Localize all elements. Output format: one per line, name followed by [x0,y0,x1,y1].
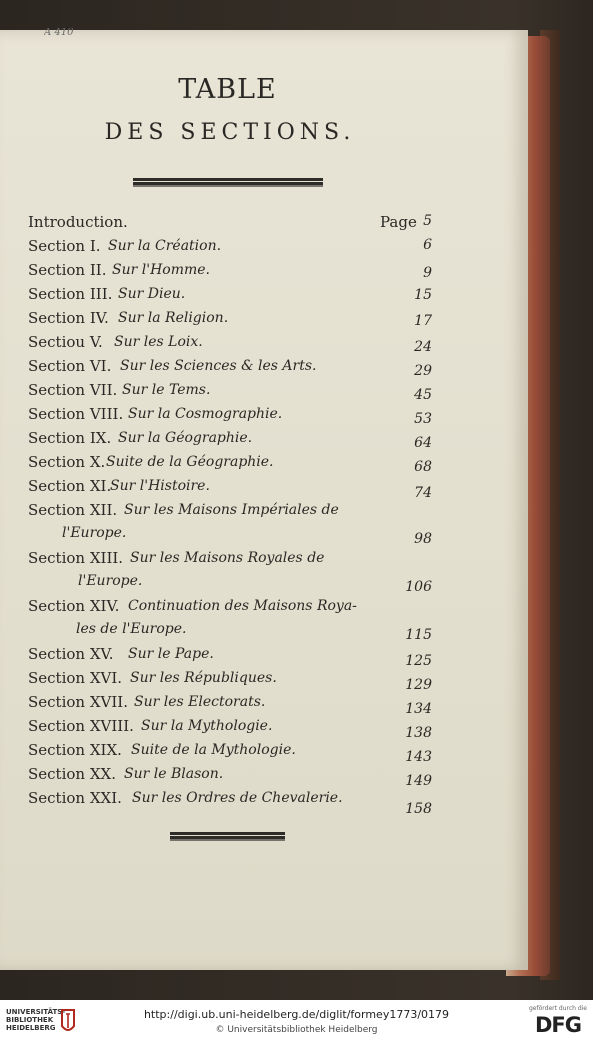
toc-section-label: Sectiou V. [28,333,103,351]
toc-section-title: Sur l'Homme. [112,262,210,278]
funding-label: gefördert durch die [529,1005,587,1012]
toc-section-title: Continuation des Maisons Roya- [128,598,357,614]
toc-section-label: Section II. [28,261,107,279]
toc-page-number: 29 [414,363,432,379]
toc-section-title: Sur le Blason. [124,766,224,782]
toc-section-label: Section XXI. [28,789,122,807]
toc-section-label: Section XV. [28,645,114,663]
page-title: TABLE [178,74,277,105]
toc-section-title: Sur l'Histoire. [110,478,210,494]
toc-page-number: 68 [414,459,432,475]
toc-section-title-continuation: les de l'Europe. [76,621,187,637]
page-subtitle: DES SECTIONS. [104,120,356,145]
toc-section-label: Section VII. [28,381,118,399]
toc-section-title: Sur la Mythologie. [141,718,273,734]
toc-page-number: 106 [405,579,432,595]
toc-section-title-continuation: l'Europe. [62,525,127,541]
toc-page-number: 6 [423,237,432,253]
toc-section-title: Sur le Pape. [128,646,214,662]
toc-page-number: 15 [414,287,432,303]
toc-section-label: Section III. [28,285,113,303]
toc-page-number: 64 [414,435,432,451]
toc-section-label: Section XIV. [28,597,120,615]
top-shelf-mark: A 410 [44,28,74,38]
copyright-notice: © Universitätsbibliothek Heidelberg [215,1025,378,1035]
toc-page-number: 24 [414,339,432,355]
permalink-url[interactable]: http://digi.ub.uni-heidelberg.de/diglit/formey1773/0179 [143,1008,450,1021]
toc-section-title: Sur la Géographie. [118,430,253,446]
toc-section-title-continuation: l'Europe. [78,573,143,589]
toc-page-number: 74 [414,485,432,501]
toc-section-label: Section XIX. [28,741,122,759]
toc-section-title: Sur les Sciences & les Arts. [120,358,317,374]
toc-section-label: Section XIII. [28,549,124,567]
toc-page-number: 125 [405,653,432,669]
toc-section-label: Section VIII. [28,405,124,423]
toc-section-title: Sur le Tems. [122,382,211,398]
toc-page-number: 158 [405,801,432,817]
toc-section-label: Section XVIII. [28,717,134,735]
dfg-logo: DFG [534,1013,581,1037]
library-logo-text: UNIVERSITÄTS- BIBLIOTHEK HEIDELBERG [6,1008,66,1032]
toc-section-title: Sur les Electorats. [134,694,266,710]
toc-section-title: Suite de la Mythologie. [131,742,296,758]
toc-section-title: Sur Dieu. [118,286,186,302]
toc-section-title: Sur la Création. [108,238,222,254]
toc-section-title: Sur les Ordres de Chevalerie. [132,790,343,806]
footer-bar [0,1000,593,1043]
toc-page-number: 5 [423,213,432,229]
ornamental-rule-bottom [170,832,285,835]
toc-page-number: 17 [414,313,432,329]
toc-page-number: 98 [414,531,432,547]
toc-page-number: 129 [405,677,432,693]
toc-section-label: Section IV. [28,309,109,327]
toc-page-number: 45 [414,387,432,403]
toc-page-number: 134 [405,701,432,717]
toc-section-title: Sur les Républiques. [130,670,277,686]
toc-section-title: Suite de la Géographie. [106,454,274,470]
toc-section-label: Section XX. [28,765,116,783]
toc-page-number: 138 [405,725,432,741]
toc-section-label: Section XVI. [28,669,123,687]
toc-section-label: Section XII. [28,501,118,519]
toc-section-title: Sur les Loix. [114,334,203,350]
toc-section-title: Sur la Cosmographie. [128,406,283,422]
toc-section-label: Section VI. [28,357,112,375]
toc-section-title: Sur les Maisons Impériales de [124,502,339,518]
toc-section-label: Section X. [28,453,106,471]
toc-section-label: Section XVII. [28,693,128,711]
toc-section-title: Sur la Religion. [118,310,229,326]
toc-page-number: 53 [414,411,432,427]
toc-section-title: Sur les Maisons Royales de [130,550,325,566]
toc-page-number: 115 [405,627,432,643]
toc-section-label: Section I. [28,237,101,255]
page-column-label: Page [380,213,417,231]
toc-section-label: Section XI. [28,477,112,495]
toc-page-number: 143 [405,749,432,765]
toc-section-label: Section IX. [28,429,112,447]
ornamental-rule-top [133,178,323,181]
toc-page-number: 149 [405,773,432,789]
toc-section-label: Introduction. [28,213,128,231]
toc-page-number: 9 [423,265,432,281]
